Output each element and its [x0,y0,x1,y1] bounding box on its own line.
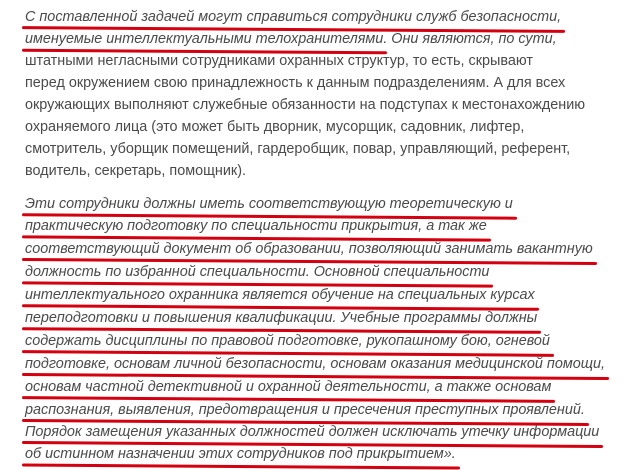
highlighted-text: подготовке, основам личной безопасности, основам оказания медицинской помощи, [25,353,605,375]
highlighted-text: содержать дисциплины по правовой подготовке, рукопашному бою, огневой [25,330,550,352]
highlighted-text: переподготовки и повышения квалификации. Учебные программы должны [25,307,537,329]
highlighted-text: соответствующий документ об образовании, позволяющий занимать вакантную [25,238,593,260]
paragraph-1-line-4: перед окружением свою принадлежность к данным подразделениям. А для всех [25,75,566,91]
paragraph-1-line-8: водитель, секретарь, помощник). [25,163,247,179]
paragraph-2-line-4 [25,261,489,283]
highlighted-text: должность по избранной специальности. Основной специальности [25,261,489,283]
paragraph-2-line-8 [25,353,605,375]
highlighted-text: С поставленной задачей могут справиться сотрудники служб безопасности, [25,6,561,28]
paragraph-1-line-6: охраняемого лица (это может быть дворник, мусорщик, садовник, лифтер, [25,119,525,135]
highlighted-text: основам частной детективной и охранной деятельности, а также основам [25,376,551,398]
highlighted-text: Эти сотрудники должны иметь соответствующую теоретическую и [25,193,513,215]
paragraph-2-line-3 [25,238,593,260]
paragraph-2-line-1 [25,193,513,215]
highlighted-text: Порядок замещения указанных должностей должен исключать утечку информации [25,421,599,443]
paragraph-1-line-1 [25,6,561,28]
highlighted-text: интеллектуального охранника является обучение на специальных курсах [25,284,535,306]
paragraph-2-line-5 [25,284,535,306]
paragraph-2-line-7 [25,330,550,352]
paragraph-2-line-2 [25,215,487,237]
paragraph-2-line-9 [25,376,551,398]
highlighted-text: практическую подготовку по специальности прикрытия, а так же [25,215,487,237]
highlighted-text: распознания, выявления, предотвращения и пресечения преступных проявлений. [25,399,585,421]
paragraph-2-line-6 [25,307,537,329]
paragraph-2-line-11 [25,421,599,443]
paragraph-1-line-5: окружающих выполняют служебные обязанности на подступах к местонахождению [25,97,586,113]
paragraph-1-line-2 [25,28,557,50]
paragraph-2-line-12 [25,443,456,465]
paragraph-2-line-10 [25,399,585,421]
paragraph-1-line-3: штатными негласными сотрудниками охранных структур, то есть, скрывают [25,53,533,69]
highlighted-text: именуемые интеллектуальными телохранителями [25,28,383,50]
highlighted-text: об истинном назначении этих сотрудников под прикрытием». [25,443,456,465]
plain-text: . Они являются, по сути, [383,31,557,47]
paragraph-1-line-7: смотритель, уборщик помещений, гардеробщик, повар, управляющий, референт, [25,141,571,157]
